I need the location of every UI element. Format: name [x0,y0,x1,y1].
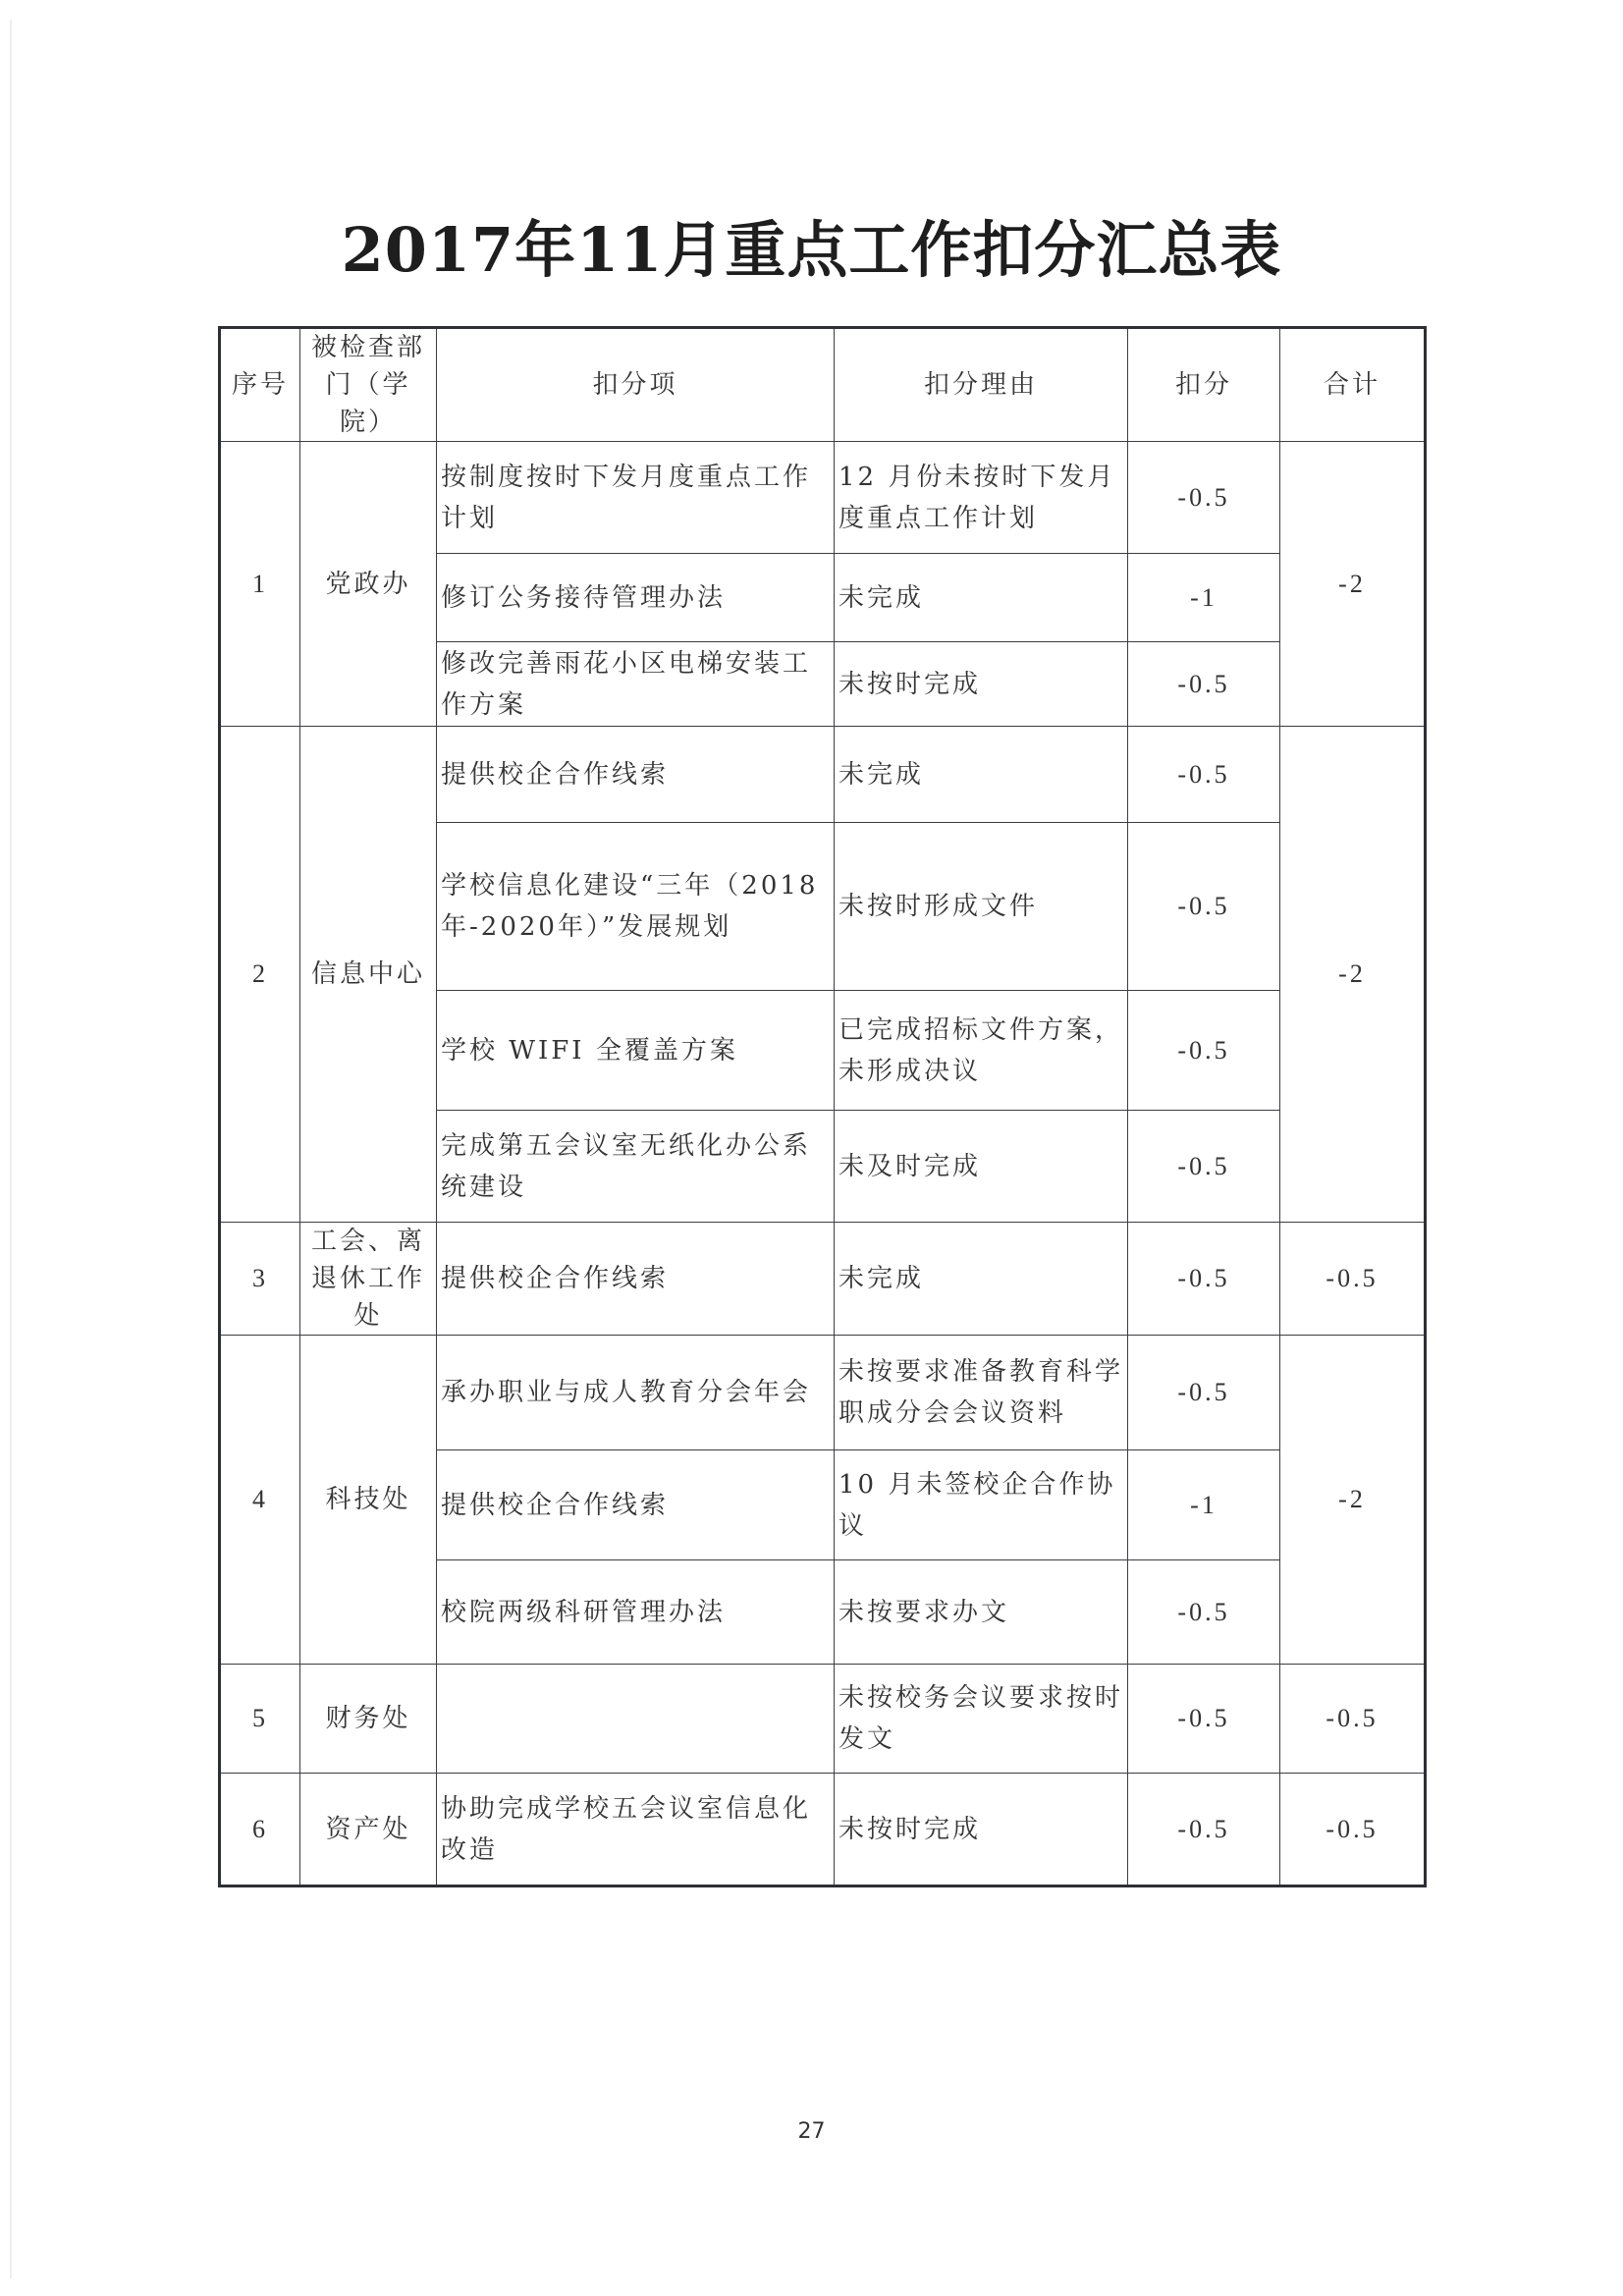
reason-cell: 未按校务会议要求按时发文 [835,1665,1128,1774]
item-cell: 按制度按时下发月度重点工作计划 [437,442,835,554]
table-row [220,1774,1426,1886]
header-score: 扣分 [1128,328,1280,442]
item-cell: 修订公务接待管理办法 [437,554,835,642]
item-cell: 承办职业与成人教育分会年会 [437,1336,835,1450]
score-cell: -0.5 [1128,1665,1280,1774]
seq-cell: 4 [220,1336,300,1665]
total-cell: -2 [1280,727,1426,1223]
score-cell: -0.5 [1128,991,1280,1111]
page-title: 2017年11月重点工作扣分汇总表 [341,214,1282,286]
deduction-summary-table [218,326,1427,1887]
reason-cell: 未按时完成 [835,1774,1128,1886]
scan-edge [10,20,12,2278]
dept-cell: 资产处 [300,1774,437,1886]
reason-cell: 未完成 [835,554,1128,642]
score-cell: -0.5 [1128,442,1280,554]
header-reason: 扣分理由 [835,328,1128,442]
dept-cell: 信息中心 [300,727,437,1223]
item-cell: 协助完成学校五会议室信息化改造 [437,1774,835,1886]
item-cell: 提供校企合作线索 [437,1223,835,1336]
score-cell: -0.5 [1128,1111,1280,1223]
reason-cell: 12 月份未按时下发月度重点工作计划 [835,442,1128,554]
seq-cell: 5 [220,1665,300,1774]
table-row [220,1336,1426,1450]
seq-cell: 2 [220,727,300,1223]
table-row [220,1665,1426,1774]
dept-cell: 科技处 [300,1336,437,1665]
reason-cell: 未及时完成 [835,1111,1128,1223]
item-cell: 学校 WIFI 全覆盖方案 [437,991,835,1111]
score-cell: -0.5 [1128,1336,1280,1450]
total-cell: -2 [1280,1336,1426,1665]
score-cell: -0.5 [1128,727,1280,823]
score-cell: -1 [1128,1450,1280,1560]
seq-cell: 6 [220,1774,300,1886]
table-row [220,727,1426,823]
reason-cell: 未完成 [835,1223,1128,1336]
score-cell: -1 [1128,554,1280,642]
header-row [220,328,1426,442]
page-number: 27 [797,2119,826,2144]
item-cell: 完成第五会议室无纸化办公系统建设 [437,1111,835,1223]
header-dept: 被检查部门（学院） [300,328,437,442]
header-item: 扣分项 [437,328,835,442]
reason-cell: 未按要求办文 [835,1560,1128,1665]
table-row [220,442,1426,554]
reason-cell: 未完成 [835,727,1128,823]
dept-cell: 财务处 [300,1665,437,1774]
total-cell: -0.5 [1280,1665,1426,1774]
total-cell: -0.5 [1280,1223,1426,1336]
item-cell: 提供校企合作线索 [437,727,835,823]
reason-cell: 10 月未签校企合作协议 [835,1450,1128,1560]
score-cell: -0.5 [1128,642,1280,727]
total-cell: -0.5 [1280,1774,1426,1886]
header-seq: 序号 [220,328,300,442]
item-cell [437,1665,835,1774]
score-cell: -0.5 [1128,1223,1280,1336]
score-cell: -0.5 [1128,1560,1280,1665]
reason-cell: 未按时形成文件 [835,823,1128,991]
seq-cell: 1 [220,442,300,727]
seq-cell: 3 [220,1223,300,1336]
item-cell: 校院两级科研管理办法 [437,1560,835,1665]
item-cell: 学校信息化建设“三年（2018年-2020年）”发展规划 [437,823,835,991]
dept-cell: 党政办 [300,442,437,727]
total-cell: -2 [1280,442,1426,727]
reason-cell: 已完成招标文件方案，未形成决议 [835,991,1128,1111]
table-row [220,1223,1426,1336]
reason-cell: 未按要求准备教育科学职成分会会议资料 [835,1336,1128,1450]
item-cell: 提供校企合作线索 [437,1450,835,1560]
item-cell: 修改完善雨花小区电梯安装工作方案 [437,642,835,727]
header-total: 合计 [1280,328,1426,442]
dept-cell: 工会、离退休工作处 [300,1223,437,1336]
score-cell: -0.5 [1128,1774,1280,1886]
score-cell: -0.5 [1128,823,1280,991]
reason-cell: 未按时完成 [835,642,1128,727]
